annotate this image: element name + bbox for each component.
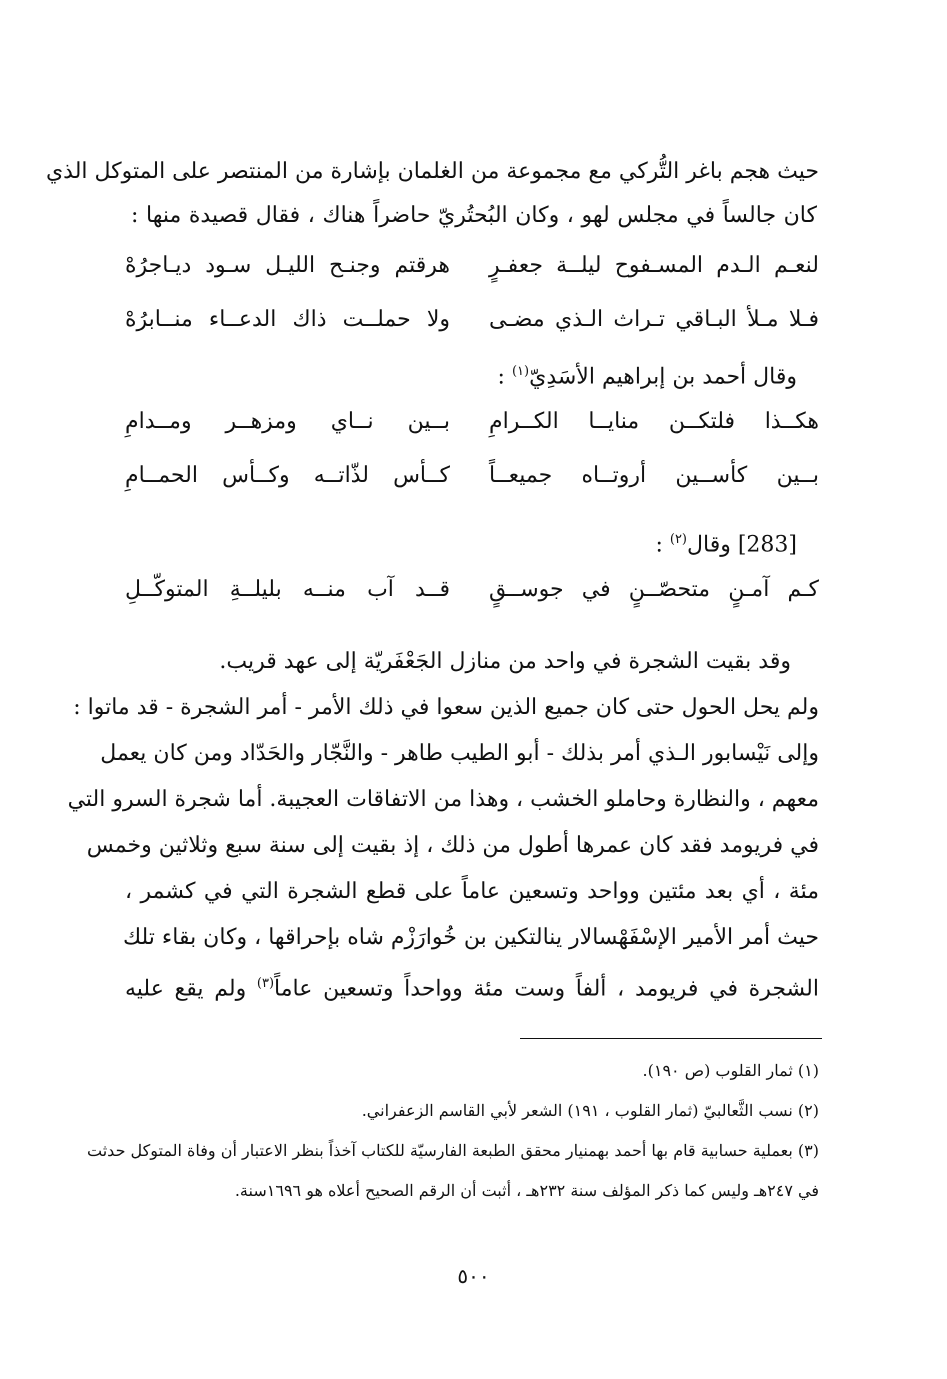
prose-line: مئة ، أي بعد مئتين وواحد وتسعين عاماً على قطع الشجرة التي في كشمر ،	[125, 879, 819, 904]
verse-second-hemistich: ولا حملــت ذاك الدعــاء منــابرُهْ	[125, 307, 450, 332]
verse-line	[125, 300, 819, 340]
verse-second-hemistich: كــأس لذّاتــه وكــأس الحمــامِ	[125, 463, 450, 488]
verse-line	[125, 402, 819, 442]
prose-line: وقد بقيت الشجرة في واحد من منازل الجَعْفَريّة إلى عهد قريب.	[219, 649, 791, 674]
footnote-ref: (١)	[511, 364, 530, 379]
footnote-continuation: في ٢٤٧هـ وليس كما ذكر المؤلف سنة ٢٣٢هـ ، أثبت أن الرقم الصحيح أعلاه هو ١٦٩٦سنة.	[234, 1181, 819, 1200]
verse-second-hemistich: قــد آب منــه بليلــةِ المتوكّــلِ	[125, 577, 450, 602]
prose-line: حيث هجم باغر التُّركي مع مجموعة من الغلمان بإشارة من المنتصر على المتوكل الذي	[45, 159, 819, 184]
colon: :	[655, 532, 663, 558]
page-number: ٥٠٠	[457, 1264, 490, 1288]
footnote-ref: (٣)	[256, 976, 275, 991]
verse-first-hemistich: بــين كأســين أروتــاه جميعــاً	[489, 463, 819, 488]
colon: :	[497, 364, 505, 390]
prose-line: وإلى نَيْسابور الـذي أمر بذلك - أبو الطيب طاهر - والنَّجّار والحَدّاد ومن كان يعمل	[100, 741, 819, 766]
prose-line	[125, 964, 819, 1009]
prose-line: ولم يحل الحول حتى كان جميع الذين سعوا في ذلك الأمر - أمر الشجرة - قد ماتوا :	[73, 695, 819, 720]
verse-first-hemistich: لنعـم الـدم المسـفوح ليلــة جعفـرٍ	[489, 253, 819, 278]
verse-second-hemistich: بــين نــاي ومزهــر ومــدامِ	[125, 409, 450, 434]
page-reference: [283] وقال	[687, 532, 797, 558]
verse-first-hemistich: كـم آمـنٍ متحصّــنٍ في جوســقٍ	[489, 577, 819, 602]
verse-line	[125, 456, 819, 496]
prose-line: معهم ، والنظارة وحاملو الخشب ، وهذا من الاتفاقات العجيبة. أما شجرة السرو التي	[67, 787, 819, 812]
footnote-separator	[520, 1038, 822, 1039]
poem-intro-text: وقال أحمد بن إبراهيم الأسَدِيّ	[529, 364, 797, 390]
prose-text: الشجرة في فريومد ، ألفاً وست مئة وواحداً وتسعين عاماً	[274, 976, 819, 1002]
footnote-ref: (٢)	[669, 532, 687, 547]
prose-line: كان جالساً في مجلس لهو ، وكان البُحتُريّ حاضراً هناك ، فقال قصيدة منها :	[131, 203, 817, 228]
verse-line	[125, 570, 819, 610]
footnote: (١) ثمار القلوب (ص ١٩٠).	[642, 1061, 819, 1080]
prose-text: ولم يقع عليه	[125, 976, 257, 1002]
poem-intro	[498, 352, 797, 397]
poem-intro	[655, 520, 797, 565]
prose-line: حيث أمر الأمير الإسْفَهْسالار ينالتكين بن خُوارَزْم شاه بإحراقها ، وكان بقاء تلك	[122, 925, 819, 950]
verse-line	[125, 246, 819, 286]
verse-second-hemistich: هرقتم وجنـح الليـل سـود ديـاجرُهْ	[125, 253, 450, 278]
footnote: (٢) نسب الثَّعالبيّ (ثمار القلوب ، ١٩١) الشعر لأبي القاسم الزعفراني.	[361, 1101, 819, 1120]
footnote: (٣) بعملية حسابية قام بها أحمد بهمنيار محقق الطبعة الفارسيّة للكتاب آخذاً بنظر الاعتبار أن وفاة المتوكل حدثت	[87, 1141, 819, 1160]
verse-first-hemistich: هكــذا فلتكــن منايــا الكــرامِ	[489, 409, 819, 434]
prose-line: في فريومد فقد كان عمرها أطول من ذلك ، إذ بقيت إلى سنة سبع وثلاثين وخمس	[86, 833, 819, 858]
verse-first-hemistich: فـلا مـلأ البـاقي تـراث الـذي مضـى	[489, 307, 819, 332]
